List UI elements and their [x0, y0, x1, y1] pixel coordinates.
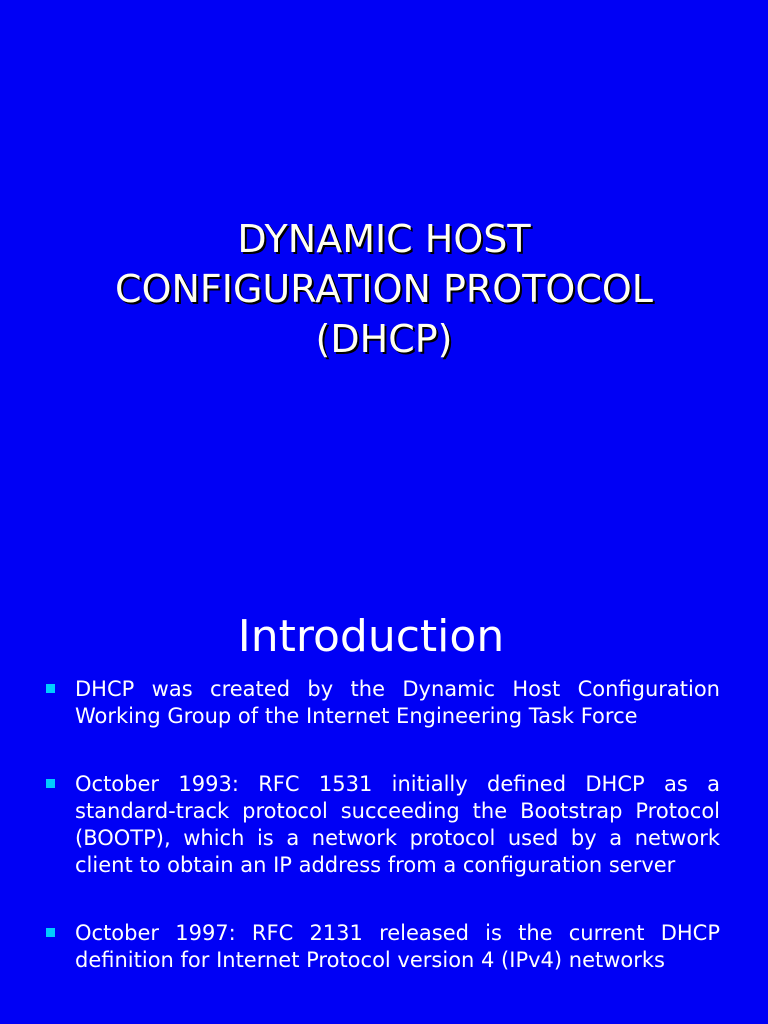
bullet-text: October 1997: RFC 2131 released is the current DHCP definition for Internet Protocol version 4 (IPv4) networks [75, 921, 720, 972]
bullet-item [46, 676, 720, 730]
bullet-text: DHCP was created by the Dynamic Host Configuration Working Group of the Internet Engineering Task Force [75, 677, 720, 728]
title-line: (DHCP) [315, 317, 453, 361]
slide-title [40, 214, 728, 364]
bullet-item [46, 920, 720, 974]
slide-heading: Introduction [237, 611, 505, 662]
square-bullet-icon [46, 684, 55, 693]
square-bullet-icon [46, 928, 55, 937]
square-bullet-icon [46, 779, 55, 788]
title-line: DYNAMIC HOST [237, 217, 531, 261]
bullet-list [46, 676, 720, 1015]
title-line: CONFIGURATION PROTOCOL [115, 267, 653, 311]
bullet-text: October 1993: RFC 1531 initially defined DHCP as a standard-track protocol succeeding the Bootstrap Protocol (BOOTP), which is a network protocol used by a network client to obtain an IP address from a configuration server [75, 772, 720, 877]
bullet-item [46, 771, 720, 879]
introduction-slide [0, 576, 768, 1024]
